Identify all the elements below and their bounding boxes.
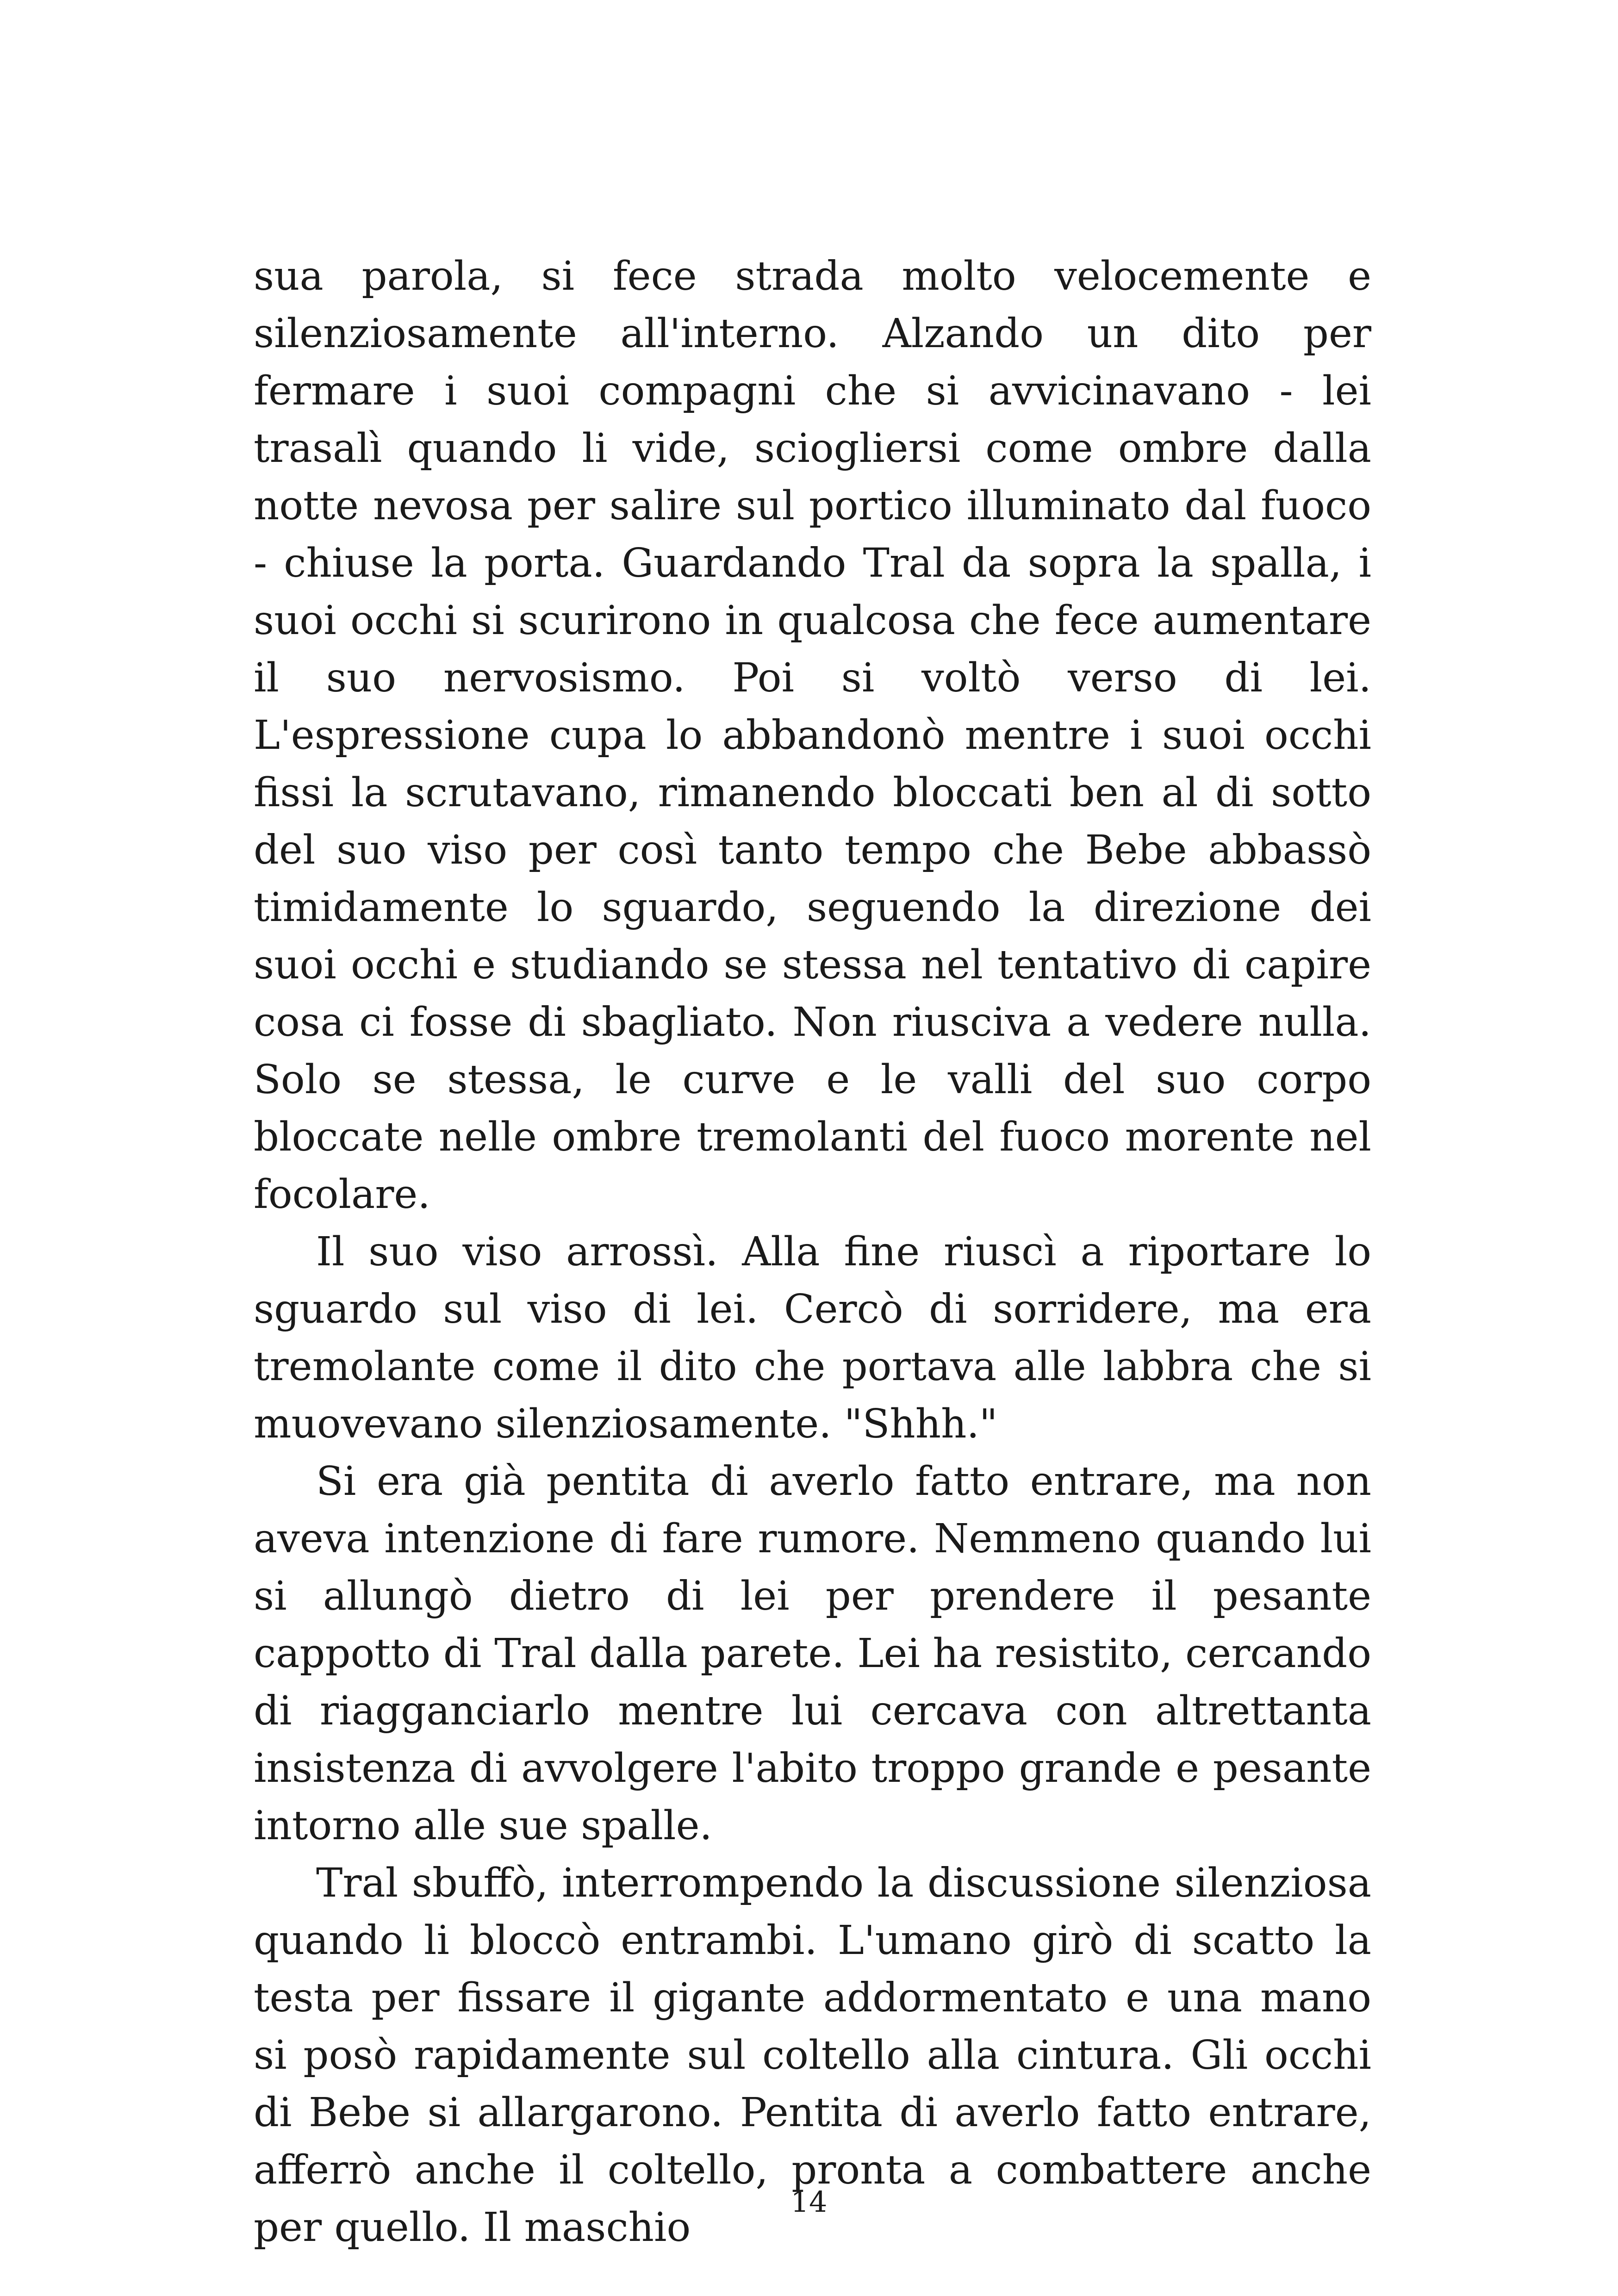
body-text	[254, 248, 1371, 2256]
page-number: 14	[790, 2185, 828, 2219]
paragraph: Il suo viso arrossì. Alla fine riuscì a riportare lo sguardo sul viso di lei. Cercò di sorridere, ma era tremolante come il dito che portava alle labbra che si muovevano silenziosamente. "Shhh."	[254, 1229, 1371, 1447]
paragraph-continuation: sua parola, si fece strada molto velocemente e silenziosamente all'interno. Alzando un dito per fermare i suoi compagni che si avvicinavano - lei trasalì quando li vide, sciogliersi come ombre dalla notte nevosa per salire sul portico illuminato dal fuoco - chiuse la porta. Guardando Tral da sopra la spalla, i suoi occhi si scurirono in qualcosa che fece aumentare il suo nervosismo. Poi si voltò verso di lei. L'espressione cupa lo abbandonò mentre i suoi occhi fissi la scrutavano, rimanendo bloccati ben al di sotto del suo viso per così tanto tempo che Bebe abbassò timidamente lo sguardo, seguendo la direzione dei suoi occhi e studiando se stessa nel tentativo di capire cosa ci fosse di sbagliato. Non riusciva a vedere nulla. Solo se stessa, le curve e le valli del suo corpo bloccate nelle ombre tremolanti del fuoco morente nel focolare.	[254, 253, 1371, 1218]
paragraph: Tral sbuffò, interrompendo la discussione silenziosa quando li bloccò entrambi. L'umano girò di scatto la testa per fissare il gigante addormentato e una mano si posò rapidamente sul coltello alla cintura. Gli occhi di Bebe si allargarono. Pentita di averlo fatto entrare, afferrò anche il coltello, pronta a combattere anche per quello. Il maschio	[254, 1860, 1371, 2251]
paragraph: Si era già pentita di averlo fatto entrare, ma non aveva intenzione di fare rumore. Nemmeno quando lui si allungò dietro di lei per prendere il pesante cappotto di Tral dalla parete. Lei ha resistito, cercando di riagganciarlo mentre lui cercava con altrettanta insistenza di avvolgere l'abito troppo grande e pesante intorno alle sue spalle.	[254, 1458, 1371, 1849]
